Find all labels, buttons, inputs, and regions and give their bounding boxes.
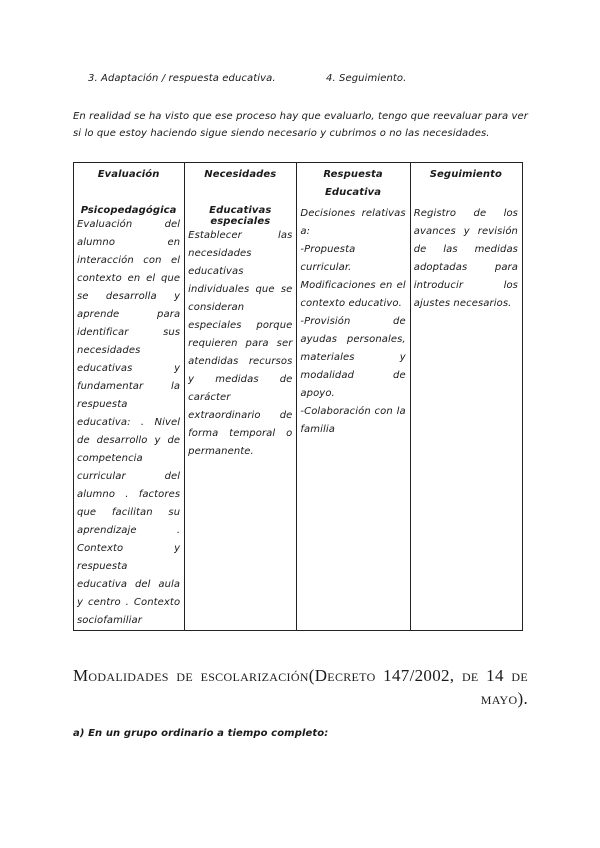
cell-respuesta-line: Decisiones relativas a:	[300, 208, 406, 237]
process-table	[73, 162, 523, 631]
cell-seguimiento-text: Registro de los avances y revisión de las medidas adoptadas para introducir los ajustes necesarios.	[413, 208, 518, 309]
section-heading: Modalidades de escolarización(Decreto 147/2002, de 14 de mayo).	[73, 666, 528, 708]
intro-paragraph: En realidad se ha visto que ese proceso hay que evaluarlo, tengo que reevaluar para ver si lo que estoy haciendo sigue siendo necesario y cubrimos o no las necesidades.	[73, 111, 528, 139]
header-necesidades-line3: especiales	[210, 216, 271, 227]
header-necesidades	[185, 163, 297, 203]
table-body-row	[74, 202, 523, 631]
cell-evaluacion	[74, 202, 185, 631]
cell-respuesta	[297, 202, 410, 631]
cell-respuesta-line: -Propuesta curricular. Modificaciones en el contexto educativo.	[300, 244, 406, 309]
header-evaluacion-line1: Evaluación	[97, 169, 160, 180]
numbered-list-line	[88, 73, 488, 89]
cell-evaluacion-text: Evaluación del alumno en interacción con el contexto en el que se desarrolla y aprende para identificar sus necesidades educativas y fundamentar la respuesta educativa: . Nivel de desarrollo y de competencia curricular del alumno . factores que facilitan su aprendizaje . Contexto y respuesta educativa del aula y centro . Contexto sociofamiliar	[77, 219, 181, 626]
cell-respuesta-line: -Colaboración con la familia	[300, 406, 406, 435]
header-necesidades-line2: Educativas	[209, 205, 272, 216]
header-necesidades-line1: Necesidades	[204, 169, 277, 180]
header-evaluacion	[74, 163, 185, 203]
list-item-4: 4. Seguimiento.	[326, 73, 407, 84]
header-respuesta	[297, 163, 410, 203]
header-seguimiento-text: Seguimiento	[429, 169, 502, 180]
cell-necesidades-text: Establecer las necesidades educativas individuales que se consideran especiales porque requieren para ser atendidas recursos y medidas de carácter extraordinario de forma temporal o permanente.	[188, 230, 293, 457]
header-seguimiento	[410, 163, 522, 203]
header-evaluacion-line2: Psicopedagógica	[80, 205, 177, 216]
subsection-heading: a) En un grupo ordinario a tiempo completo:	[73, 728, 329, 739]
cell-necesidades	[185, 202, 297, 631]
list-item-3: 3. Adaptación / respuesta educativa.	[88, 73, 276, 84]
cell-seguimiento	[410, 202, 522, 631]
cell-respuesta-line: -Provisión de ayudas personales, materiales y modalidad de apoyo.	[300, 316, 406, 399]
table-header-row	[74, 163, 523, 203]
header-respuesta-text: Respuesta Educativa	[323, 169, 383, 198]
